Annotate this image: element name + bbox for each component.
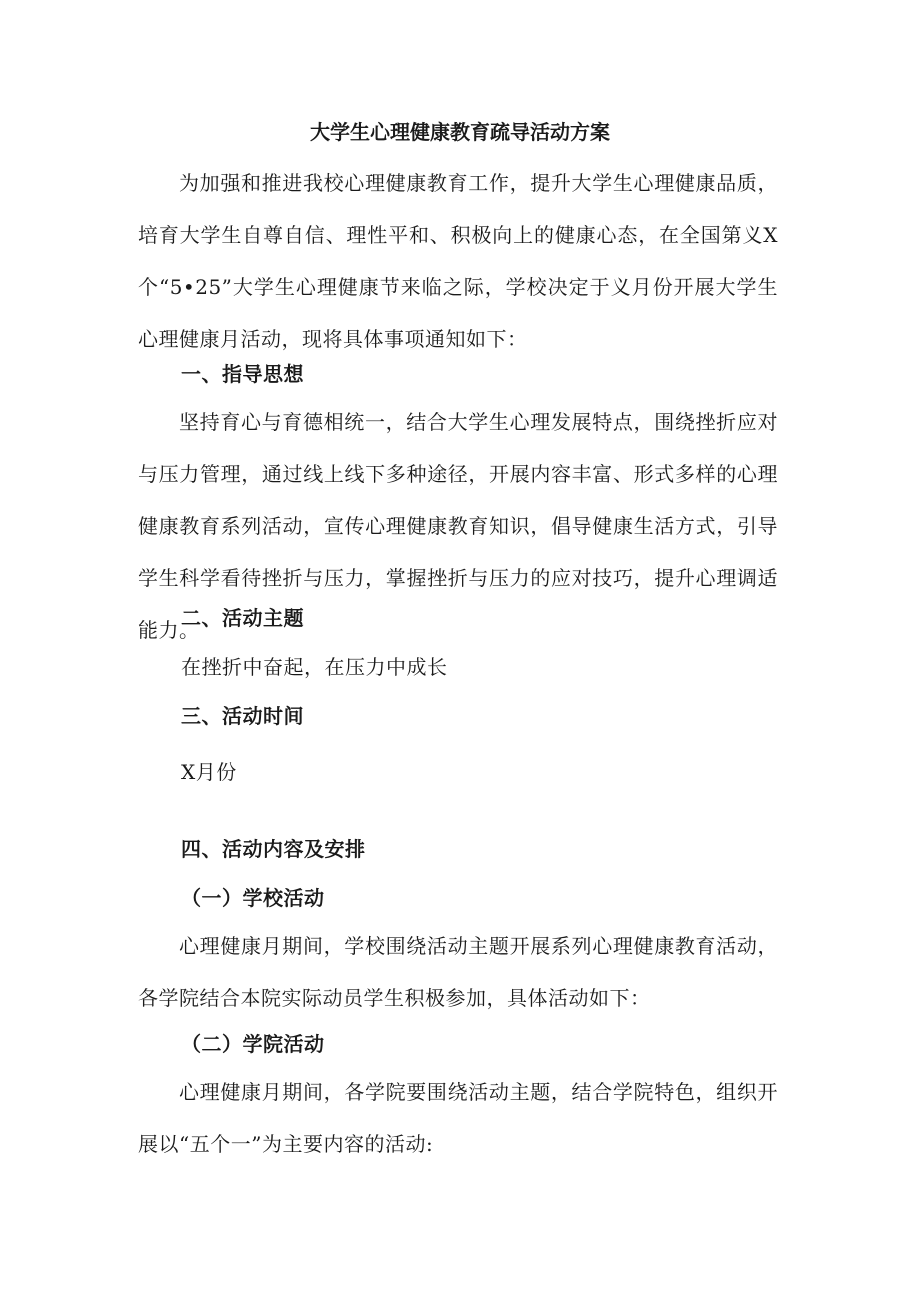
section-heading-activity-time: 三、活动时间 xyxy=(181,704,304,728)
school-activities-paragraph: 心理健康月期间，学校围绕活动主题开展系列心理健康教育活动，各学院结合本院实际动员学生积极参加，具体活动如下： xyxy=(138,934,778,1010)
college-activities-paragraph: 心理健康月期间，各学院要围绕活动主题，结合学院特色，组织开展以“五个一”为主要内容的活动: xyxy=(138,1080,778,1156)
subsection-heading-school-activities: （一）学校活动 xyxy=(181,886,325,910)
subsection-heading-college-activities: （二）学院活动 xyxy=(181,1032,325,1056)
section-heading-activity-content: 四、活动内容及安排 xyxy=(181,837,366,861)
guiding-ideology-paragraph: 坚持育心与育德相统一，结合大学生心理发展特点，围绕挫折应对与压力管理，通过线上线下多种途径，开展内容丰富、形式多样的心理健康教育系列活动，宣传心理健康教育知识，倡导健康生活方式，引导学生科学看待挫折与压力，掌握挫折与压力的应对技巧，提升心理调适能力。 xyxy=(138,410,778,642)
document-title: 大学生心理健康教育疏导活动方案 xyxy=(310,120,610,144)
section-heading-activity-theme: 二、活动主题 xyxy=(181,606,304,630)
section-heading-guiding-ideology: 一、指导思想 xyxy=(181,362,304,386)
intro-paragraph: 为加强和推进我校心理健康教育工作，提升大学生心理健康品质，培育大学生自尊自信、理性平和、积极向上的健康心态，在全国第义X个“5•25”大学生心理健康节来临之际，学校决定于义月份开展大学生心理健康月活动，现将具体事项通知如下： xyxy=(138,171,778,351)
activity-theme-text: 在挫折中奋起，在压力中成长 xyxy=(181,655,448,679)
activity-time-text: X月份 xyxy=(181,760,237,784)
